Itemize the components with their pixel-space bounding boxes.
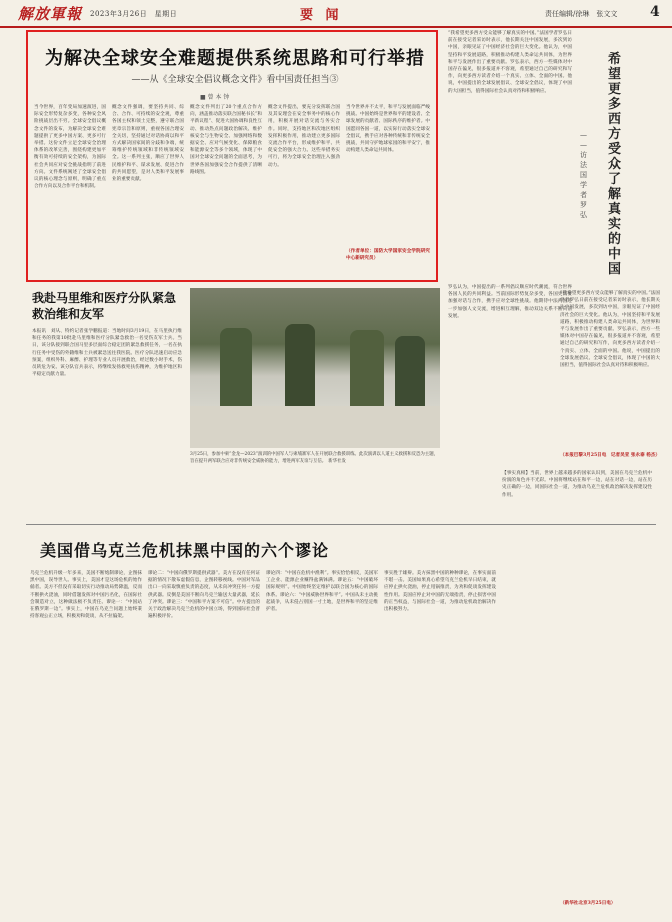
us-article-signoff: （新华社北京3月25日电） <box>560 901 616 906</box>
photo-caption: 3月25日，参加中柬“金龙—2023”演训的中国军人与柬埔寨军人在开展联合救援训练。此次演训以人道主义救援和反恐为主题，旨在提升两军联合应对非传统安全威胁的能力，增进两军友谊与互信。 新华社发 <box>190 452 438 464</box>
feature-column-5: 当今世界并不太平，和平与发展面临严峻挑战。中国始终是世界和平的建设者、全球发展的贡献者、国际秩序的维护者。中国愿同各国一道，以实际行动落实全球安全倡议，携手应对各种传统和非传统安全挑战，共同守护地球家园的和平安宁，推动构建人类命运共同体。 <box>346 105 430 154</box>
feature-column-4: 概念文件提出，要充分发挥联合国及其安理会在安全事务中的核心作用，积极开展对话交流与务实合作。同时，支持地区和次地区组织发挥积极作用，推动建立更多国际交流合作平台，形成维护和平、共促安全的强大合力。这些举措务实可行，将为全球安全治理注入强劲动力。 <box>268 105 340 168</box>
news-photo <box>190 288 440 448</box>
us-article-column-3: 谬论四：“中国在危机中渔利”。事实恰恰相反，美国军工企业、能源企业赚得盆满钵满。谬论五：“中国破坏国际规则”。中国始终坚定维护以联合国为核心的国际体系。谬论六：“中国威胁世界和平”。中国从未主动挑起战争，从未侵占别国一寸土地，是世界和平的坚定维护者。 <box>266 571 378 613</box>
sidebar-body-2: 罗弘认为，中国提出的一系列倡议顺应时代潮流，符合世界各国人民的共同利益。当前国际形势复杂多变，各国更需要加强对话与合作，携手应对全球性挑战。他期待中法两国进一步加强人文交流，增进相互理解，推动双边关系不断向前发展。 <box>448 285 572 319</box>
editor-credits: 责任编辑/徐琳 张文文 <box>545 10 618 18</box>
feature-column-2: 概念文件强调，要坚持共同、综合、合作、可持续的安全观，尊重各国主权和领土完整，遵守联合国宪章宗旨和原则，重视各国合理安全关切，坚持通过对话协商以和平方式解决国家间的分歧和争端，统筹维护传统领域和非传统领域安全。这一系列主张，顺应了世界人民维护和平、谋求发展、促进合作的共同愿望，是对人类和平发展事业的重要贡献。 <box>112 105 184 183</box>
sidebar-signoff: （本报巴黎3月25日电 记者吴亚 张永泰 杨杰） <box>560 453 660 458</box>
us-article-headline: 美国借乌克兰危机抹黑中国的六个谬论 <box>40 541 330 560</box>
sidebar-title: 希 望 更 多 西 方 受 众 了 解 真 实 的 中 国 <box>608 52 622 277</box>
newspaper-logo: 解放軍報 <box>18 5 83 23</box>
feature-headline: 为解决全球安全难题提供系统思路和可行举措 <box>45 48 425 69</box>
page-number: 4 <box>650 4 660 20</box>
us-article-column-4: 事实胜于雄辩。美方抹黑中国的种种谬论，在事实面前不堪一击。美国如果真心希望乌克兰危机早日结束，就应停止拱火浇油，停止甩锅推责，为劝和促谈发挥建设性作用。美国应停止对中国的无端指责，停止损害中国的正当权益，与国际社会一道，为推动危机政治解决作出积极努力。 <box>384 571 496 613</box>
feature-column-1: 当今世界，百年变局加速演进，国际安全形势复杂多变，各种安全风险挑战层出不穷。全球安全倡议概念文件的发布，为解决全球安全难题提供了更多中国方案、更多可行举措。这份文件立足全球安全治理体系的改革完善，围绕构建更加平衡有效可持续的安全架构，为国际社会共同应对安全挑战指明了前进方向。文件系统阐述了全球安全倡议的核心理念与原则，明确了重点合作方向以及合作平台和机制。 <box>34 105 106 190</box>
us-article-column-5: 【事实真相】当前，世界上越来越多的国家认识到，美国在乌克兰危机中扮演的角色并不光彩。中国将继续站在和平一边，站在对话一边，站在历史正确的一边，同国际社会一道，为推动乌克兰危机政治解决发挥建设性作用。 <box>502 471 652 498</box>
medical-body: 本报讯 刘从、特约记者张学鹏报道：当地时间3月19日，在马里执行维和任务的我第10批赴马里维和医疗分队紧急救治一名受伤友军士兵。当日，该分队接到联合国马里多层面综合稳定团的紧急救援任务，一名在执行任务中受伤的外籍维和士兵被紧急送往我医院。医疗分队迅速启动应急预案，组织外科、麻醉、护理等专业人员开展救治，经过数小时手术，伤员转危为安。该分队官兵表示，将继续发扬救死扶伤精神，为维护地区和平稳定贡献力量。 <box>32 329 182 378</box>
section-title: 要 闻 <box>300 8 343 23</box>
sidebar-body: “我希望更多西方受众能够了解真实的中国。”法国学者罗弘日前在接受记者采访时表示，他长期关注中国发展，多次到访中国，亲眼见证了中国经济社会的巨大变化。他认为，中国坚持和平发展道路，积极推动构建人类命运共同体，为世界和平与发展作出了重要贡献。罗弘表示，西方一些媒体对中国存在偏见，很多报道并不客观，希望通过自己的研究和写作，向更多西方读者介绍一个真实、立体、全面的中国。他说，中国提出的全球发展倡议、全球安全倡议，体现了中国的大国担当，值得国际社会认真对待和积极响应。 <box>448 31 572 94</box>
sidebar-body-continued: “我希望更多西方受众能够了解真实的中国。”法国学者罗弘日前在接受记者采访时表示，他长期关注中国发展，多次到访中国，亲眼见证了中国经济社会的巨大变化。他认为，中国坚持和平发展道路，积极推动构建人类命运共同体，为世界和平与发展作出了重要贡献。罗弘表示，西方一些媒体对中国存在偏见，很多报道并不客观，希望通过自己的研究和写作，向更多西方读者介绍一个真实、立体、全面的中国。他说，中国提出的全球发展倡议、全球安全倡议，体现了中国的大国担当，值得国际社会认真对待和积极响应。 <box>560 291 660 369</box>
sidebar-subtitle: — — 访 法 国 学 者 罗 弘 <box>580 131 587 219</box>
feature-column-3: 概念文件列出了20个重点合作方向，涵盖推动落实联合国秘书长“和平新议程”、促进大国协调和良性互动、推动热点问题政治解决、维护核安全与生物安全、加强网络和数据安全、应对气候变化、保障粮食和能源安全等多个领域，体现了中国对全球安全问题的全面思考，为世界各国加强安全合作提供了清晰路线图。 <box>190 105 262 175</box>
us-article-column-1: 乌克兰危机升级一年多来，美国不断炮制谬论，企图抹黑中国，误导世人。事实上，美国才是这场危机的始作俑者。美方不但没有采取切实行动推动局势降温，反而不断拱火浇油，同时借题发挥对中国污名化，在国际社会制造对立，这种做法极不负责任。谬论一：“中国站在俄罗斯一边”。事实上，中国在乌克兰问题上始终秉持客观公正立场，积极劝和促谈，从不拉偏架。 <box>30 571 142 620</box>
issue-date: 2023年3月26日 星期日 <box>90 10 178 18</box>
feature-author-note: （作者单位：国防大学国家安全学院研究中心新研究员） <box>346 249 430 262</box>
feature-byline: ■ 曾 本 钟 <box>200 94 230 101</box>
us-article-column-2: 谬论二：“中国向俄罗斯提供武器”。美方在没有任何证据的情况下散布虚假信息，企图转移视线。中国对军品出口一向采取慎重负责的态度，从未向冲突任何一方提供武器。反倒是美国不断向乌克兰输送大量武器，延长了冲突。谬论三：“中国和平方案不可信”。中方提出的关于政治解决乌克兰危机的中国立场，得到国际社会普遍积极评价。 <box>148 571 260 620</box>
medical-headline: 我赴马里维和医疗分队紧急救治维和友军 <box>32 291 177 321</box>
feature-subtitle: ——从《全球安全倡议概念文件》看中国责任担当③ <box>131 75 339 85</box>
